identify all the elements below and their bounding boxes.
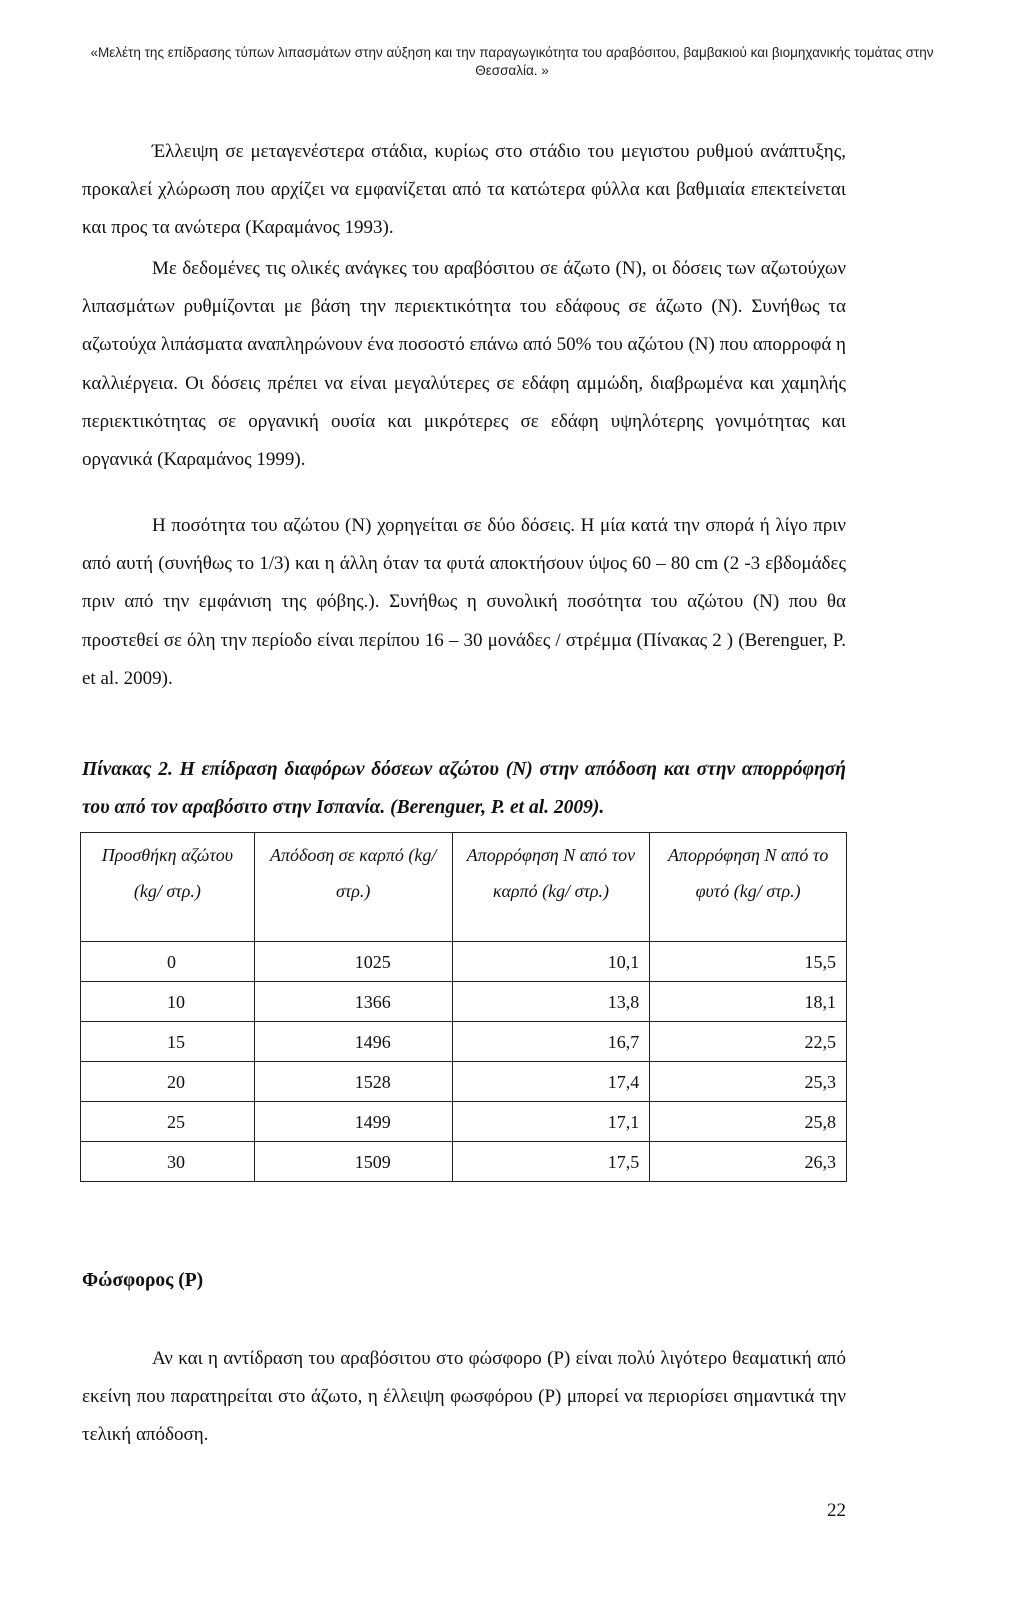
cell-plant-n-uptake: 25,3 [650,1062,847,1102]
paragraph-nitrogen-requirements: Με δεδομένες τις ολικές ανάγκες του αραβόσιτου σε άζωτο (Ν), οι δόσεις των αζωτούχων λιπασμάτων ρυθμίζονται με βάση την περιεκτικότητα του εδάφους σε άζωτο (Ν). Συνήθως τα αζωτούχα λιπάσματα αναπληρώνουν ένα ποσοστό επάνω από 50% του αζώτου (Ν) που απορροφά η καλλιέργεια. Οι δόσεις πρέπει να είναι μεγαλύτερες σε εδάφη αμμώδη, διαβρωμένα και χαμηλής περιεκτικότητας σε οργανική ουσία και μικρότερες σε εδάφη υψηλότερης γονιμότητας και οργανικά (Καραμάνος 1999). [82,258,846,471]
cell-grain-n-uptake: 17,1 [452,1102,650,1142]
cell-grain-n-uptake: 17,5 [452,1142,650,1182]
cell-grain-yield: 1366 [254,982,452,1022]
cell-nitrogen-addition: 20 [81,1062,255,1102]
table-row [81,1102,847,1142]
section-title-phosphorus: Φώσφορος (Ρ) [82,1270,204,1291]
header-plant-n-uptake: Απορρόφηση Ν από το φυτό (kg/ στρ.) [650,833,847,942]
cell-grain-n-uptake: 13,8 [452,982,650,1022]
cell-nitrogen-addition: 15 [81,1022,255,1062]
table-row [81,1022,847,1062]
table-row [81,1142,847,1182]
nitrogen-dose-table [80,832,847,1182]
page-number: 22 [827,1500,846,1521]
cell-nitrogen-addition: 30 [81,1142,255,1182]
cell-grain-yield: 1496 [254,1022,452,1062]
header-grain-n-uptake: Απορρόφηση Ν από τον καρπό (kg/ στρ.) [452,833,650,942]
paragraph-nitrogen-application: Η ποσότητα του αζώτου (Ν) χορηγείται σε δύο δόσεις. Η μία κατά την σπορά ή λίγο πριν από αυτή (συνήθως το 1/3) και η άλλη όταν τα φυτά αποκτήσουν ύψος 60 – 80 cm (2 -3 εβδομάδες πριν από την εμφάνιση της φόβης.). Συνήθως η συνολική ποσότητα του αζώτου (Ν) που θα προστεθεί σε όλη την περίοδο είναι περίπου 16 – 30 μονάδες / στρέμμα (Πίνακας 2 ) (Berenguer, P. et al. 2009). [82,515,846,689]
cell-grain-yield: 1509 [254,1142,452,1182]
cell-nitrogen-addition: 0 [81,942,255,982]
cell-grain-yield: 1499 [254,1102,452,1142]
table-row [81,1062,847,1102]
header-nitrogen-addition: Προσθήκη αζώτου (kg/ στρ.) [81,833,255,942]
header-grain-yield: Απόδοση σε καρπό (kg/ στρ.) [254,833,452,942]
paragraph-nitrogen-deficiency: Έλλειψη σε μεταγενέστερα στάδια, κυρίως στο στάδιο του μεγιστου ρυθμού ανάπτυξης, προκαλεί χλώρωση που αρχίζει να εμφανίζεται από τα κατώτερα φύλλα και βαθμιαία επεκτείνεται και προς τα ανώτερα (Καραμάνος 1993). [82,141,846,239]
cell-plant-n-uptake: 22,5 [650,1022,847,1062]
paragraph-phosphorus: Αν και η αντίδραση του αραβόσιτου στο φώσφορο (Ρ) είναι πολύ λιγότερο θεαματική από εκείνη που παρατηρείται στο άζωτο, η έλλειψη φωσφόρου (Ρ) μπορεί να περιορίσει σημαντικά την τελική απόδοση. [82,1348,846,1446]
cell-plant-n-uptake: 25,8 [650,1102,847,1142]
cell-plant-n-uptake: 15,5 [650,942,847,982]
running-header: «Μελέτη της επίδρασης τύπων λιπασμάτων στην αύξηση και την παραγωγικότητα του αραβόσιτου, βαμβακιού και βιομηχανικής τομάτας στην Θεσσαλία. » [90,45,934,78]
cell-grain-yield: 1528 [254,1062,452,1102]
table-header-row [81,833,847,942]
table-caption: Πίνακας 2. Η επίδραση διαφόρων δόσεων αζώτου (Ν) στην απόδοση και στην απορρόφησή του από τον αραβόσιτο στην Ισπανία. (Berenguer, P. et al. 2009). [82,759,846,818]
cell-grain-yield: 1025 [254,942,452,982]
cell-plant-n-uptake: 26,3 [650,1142,847,1182]
table-row [81,982,847,1022]
cell-grain-n-uptake: 10,1 [452,942,650,982]
cell-nitrogen-addition: 25 [81,1102,255,1142]
table-row [81,942,847,982]
cell-nitrogen-addition: 10 [81,982,255,1022]
cell-grain-n-uptake: 16,7 [452,1022,650,1062]
cell-plant-n-uptake: 18,1 [650,982,847,1022]
cell-grain-n-uptake: 17,4 [452,1062,650,1102]
